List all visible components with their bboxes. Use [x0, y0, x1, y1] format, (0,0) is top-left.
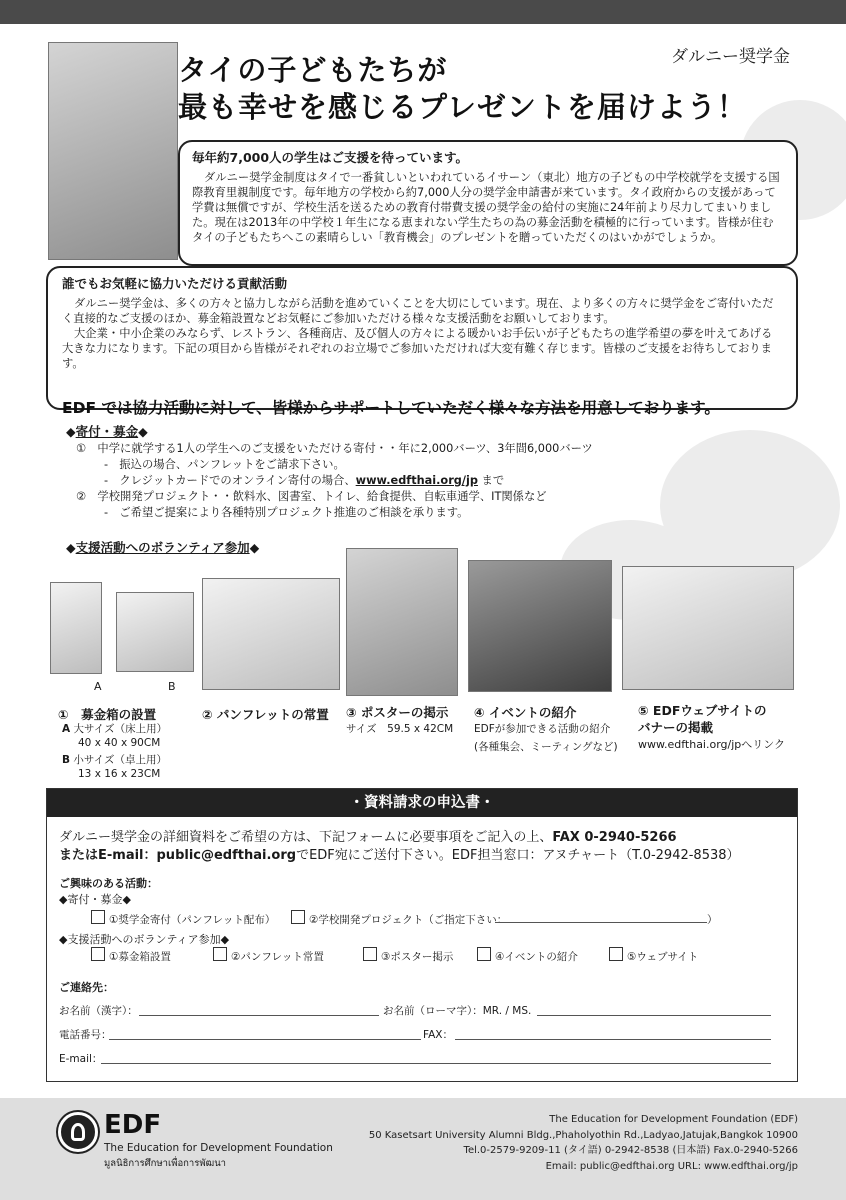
checkbox-donation-box[interactable]: [91, 947, 105, 961]
volunteer-heading-mark: ◆: [249, 540, 260, 555]
label-a: A: [94, 680, 102, 693]
volunteer-group-label: ◆支援活動へのボランティア参加◆: [59, 933, 230, 946]
form-intro: [59, 829, 740, 865]
caption-website-link[interactable]: www.edfthai.org/jpへリンク: [638, 738, 786, 751]
students-waiting-text: ダルニー奨学金制度はタイで一番貧しいといわれているイサーン（東北）地方の子どもの中学校就学を支援する国際教育里親制度です。毎年地方の学校から約7,000人分の奨学金申請書が来ています。タイ政府からの支援があって学費は無償ですが、学校生活を送るための教育付帯費支援の奨学金の給付の実施に24年前より尽力してまいりました。現在は2013年の中学校１年生になる恵まれない学生たちの為の募金活動を積極的に行っています。皆様が住むタイの子どもたちへこの素晴らしい「教育機会」のプレゼントを贈っていただくのはいかがでしょうか。: [192, 171, 780, 244]
fax-label: FAX：: [423, 1029, 453, 1041]
website-photo: [622, 566, 794, 690]
top-bar: [0, 0, 846, 24]
form-intro-text: ダルニー奨学金の詳細資料をご希望の方は、下記フォームに必要事項をご記入の上、: [59, 830, 553, 845]
caption-event-sub2: (各種集会、ミーティングなど): [474, 741, 618, 753]
checkbox-donation-box-label: ①募金箱設置: [109, 951, 171, 963]
donation-item-1b-text: - クレジットカードでのオンライン寄付の場合、: [104, 474, 356, 487]
size-b-dimensions: 13 x 16 x 23CM: [78, 768, 161, 780]
checkbox-scholarship-label: ①奨学金寄付（パンフレット配布）: [109, 914, 276, 926]
volunteer-heading: [66, 538, 259, 556]
donation-heading-text: 寄付・募金: [75, 424, 139, 439]
caption-event: ④ イベントの紹介: [474, 705, 577, 720]
contribution-paragraph-2: 大企業・中小企業のみならず、レストラン、各種商店、及び個人の方々による暖かいお手伝いが子どもたちの進学希望の夢を叶えてあげる大きな力になります。下記の項目から皆様がそれぞれのお立場でご参加いただければ大変有難く存じます。皆様のご支援をお待ちしております。: [62, 327, 773, 370]
school-project-close: ）: [707, 914, 718, 926]
donation-heading: [66, 422, 148, 440]
students-waiting-box: [178, 140, 798, 266]
donation-group-label: ◆寄付・募金◆: [59, 893, 131, 906]
checkbox-pamphlet-label: ②パンフレット常置: [231, 951, 324, 963]
logo-name: EDF: [104, 1110, 162, 1140]
caption-size-a: [62, 722, 167, 781]
size-a-label: [62, 722, 167, 736]
school-project-input[interactable]: [495, 922, 707, 923]
support-methods-lead: EDF では協力活動に対して、皆様からサポートしていただく様々な方法を用意しております。: [62, 399, 720, 417]
students-waiting-body: [192, 170, 784, 245]
footer-contact[interactable]: Email: public@edfthai.org URL: www.edfthai.org/jp: [545, 1160, 798, 1172]
name-roman-label: お名前（ローマ字）：MR. / MS.: [383, 1005, 532, 1017]
label-b: B: [168, 680, 176, 693]
form-heading: ・資料請求の申込書・: [47, 789, 797, 817]
students-waiting-title: 毎年約7,000人の学生はご支援を待っています。: [192, 150, 469, 165]
checkbox-event-label: ④イベントの紹介: [495, 951, 578, 963]
headline-line2: 最も幸せを感じるプレゼントを届けよう！: [178, 90, 747, 124]
headline: [178, 52, 747, 126]
contribution-box: [46, 266, 798, 410]
caption-website-line1: ⑤ EDFウェブサイトの: [638, 703, 767, 718]
caption-poster-size: サイズ 59.5 x 42CM: [346, 723, 454, 735]
phone-label: 電話番号：: [59, 1029, 112, 1041]
pamphlet-photo: [202, 578, 340, 690]
email-label: E-mail：: [59, 1053, 103, 1065]
fax-input[interactable]: [455, 1039, 771, 1040]
donation-heading-mark: ◆: [66, 424, 76, 439]
contribution-title: 誰でもお気軽に協力いただける貢献活動: [62, 276, 288, 291]
contribution-paragraph-1: ダルニー奨学金は、多くの方々と協力しながら活動を進めていくことを大切にしています。現在、より多くの方々に奨学金をご寄付いただく直接的なご支援のほか、募金箱設置などお気軽にご参加いただける様々な支援活動をお願いしております。: [62, 297, 774, 325]
name-kanji-input[interactable]: [139, 1015, 379, 1016]
name-roman-input[interactable]: [537, 1015, 771, 1016]
logo-figure: [71, 1123, 85, 1141]
donation-item-2: ② 学校開発プロジェクト・・飲料水、図書室、トイレ、給食提供、自転車通学、IT関係など: [76, 490, 547, 503]
donation-link[interactable]: www.edfthai.org/jp: [355, 474, 478, 487]
caption-donation-box: ① 募金箱の設置: [58, 707, 157, 722]
donation-item-1: ① 中学に就学する1人の学生へのご支援をいただける寄付・・年に2,000バーツ、3年間6,000バーツ: [76, 442, 593, 455]
checkbox-pamphlet[interactable]: [213, 947, 227, 961]
checkbox-website[interactable]: [609, 947, 623, 961]
size-b-label: [62, 753, 167, 767]
headline-line1: タイの子どもたちが: [178, 53, 448, 87]
footer-address: 50 Kasetsart University Alumni Bldg.,Phaholyothin Rd.,Ladyao,Jatujak,Bangkok 10900: [368, 1129, 798, 1141]
form-intro-line1: [59, 829, 740, 847]
email-input[interactable]: [101, 1063, 771, 1064]
footer-org: The Education for Development Foundation (EDF): [549, 1114, 798, 1125]
form-fax-number: FAX 0-2940-5266: [552, 830, 677, 845]
footer-address-block: [369, 1112, 798, 1174]
checkbox-website-label: ⑤ウェブサイト: [627, 951, 699, 963]
donation-box-small-photo: [116, 592, 194, 672]
size-b-letter: B: [62, 754, 71, 766]
contribution-body: [62, 296, 782, 371]
poster-photo: [346, 548, 458, 696]
form-intro-text-2: でEDF宛にご送付下さい。EDF担当窓口：アヌチャート（T.0-2942-8538）: [296, 848, 740, 863]
name-kanji-label: お名前（漢字）：: [59, 1005, 138, 1017]
checkbox-scholarship[interactable]: [91, 910, 105, 924]
caption-website-line2: バナーの掲載: [638, 720, 714, 735]
checkbox-school-project[interactable]: [291, 910, 305, 924]
donation-box-large-photo: [50, 582, 102, 674]
contact-label: ご連絡先：: [59, 981, 114, 994]
caption-website: [638, 702, 767, 736]
size-a-dimensions: 40 x 40 x 90CM: [78, 737, 161, 749]
donation-item-2a: - ご希望ご提案により各種特別プロジェクト推進のご相談を承ります。: [104, 506, 469, 519]
size-a-text: 大サイズ（床上用）: [73, 723, 168, 735]
student-photo: [48, 42, 178, 260]
donation-item-1a: - 振込の場合、パンフレットをご請求下さい。: [104, 458, 345, 471]
checkbox-event[interactable]: [477, 947, 491, 961]
donation-list: [76, 441, 593, 521]
brand-name: ダルニー奨学金: [671, 47, 790, 67]
caption-pamphlet: ② パンフレットの常置: [202, 707, 329, 722]
caption-event-sub: [474, 722, 618, 754]
donation-item-1b: [76, 473, 593, 489]
donation-heading-mark: ◆: [138, 424, 148, 439]
checkbox-school-project-label: ②学校開発プロジェクト（ご指定下さい：: [309, 914, 508, 926]
footer-tel: Tel.0-2579-9209-11 (タイ語) 0-2942-8538 (日本語) Fax.0-2940-5266: [463, 1145, 798, 1156]
volunteer-heading-text: 支援活動へのボランティア参加: [75, 540, 250, 555]
interest-label: ご興味のある活動：: [59, 877, 158, 890]
caption-event-sub1: EDFが参加できる活動の紹介: [474, 723, 611, 735]
caption-poster: ③ ポスターの掲示: [346, 705, 449, 720]
phone-input[interactable]: [109, 1039, 421, 1040]
size-b-text: 小サイズ（卓上用）: [73, 754, 168, 766]
logo-thai-name: มูลนิธิการศึกษาเพื่อการพัฒนา: [104, 1158, 227, 1169]
event-photo: [468, 560, 612, 692]
form-intro-line2: [59, 847, 740, 865]
checkbox-poster-label: ③ポスター掲示: [381, 951, 454, 963]
size-a-letter: A: [62, 723, 71, 735]
request-form: [46, 788, 798, 1082]
form-email-address[interactable]: またはE-mail：public@edfthai.org: [59, 848, 297, 863]
logo-full-name: The Education for Development Foundation: [104, 1142, 333, 1154]
volunteer-heading-mark: ◆: [66, 540, 76, 555]
checkbox-poster[interactable]: [363, 947, 377, 961]
donation-item-1b-suffix: まで: [477, 474, 505, 487]
edf-logo-icon: [58, 1112, 98, 1152]
